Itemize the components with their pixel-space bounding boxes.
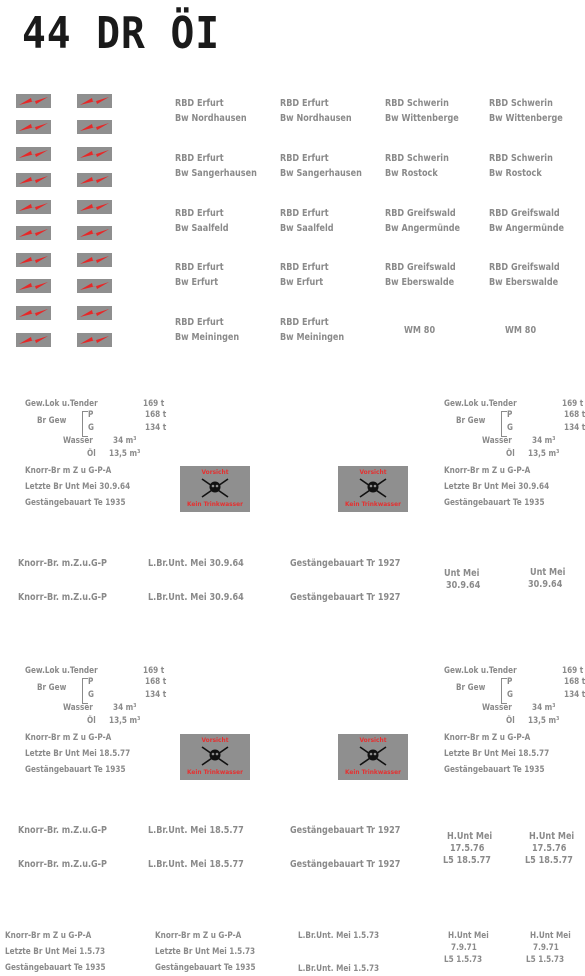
- wasser-label: Wasser: [63, 703, 93, 713]
- depot-label: [489, 260, 568, 290]
- knorr-p-label: Knorr-Br. m.Z.u.G-P: [18, 592, 107, 603]
- lightning-icon: [16, 333, 51, 347]
- warning-top: Vorsicht: [359, 736, 387, 744]
- oel-label: Öl: [87, 716, 96, 726]
- h-unt-date: 7.9.71: [533, 943, 559, 953]
- bw-label: Bw Nordhausen: [280, 113, 352, 124]
- gestaenge-label: Gestängebauart Te 1935: [25, 765, 126, 775]
- lightning-icon: [77, 173, 112, 187]
- depot-label: [385, 206, 468, 236]
- depot-label: [489, 96, 571, 126]
- bw-label: Bw Sangerhausen: [175, 168, 257, 179]
- l5-label: L5 18.5.77: [443, 855, 491, 866]
- lightning-badge: [16, 333, 51, 347]
- lbr-label: L.Br.Unt. Mei 1.5.73: [298, 931, 380, 941]
- lightning-icon: [16, 306, 51, 320]
- skull-icon: [338, 744, 408, 768]
- gestaenge-label: Gestängebauart Tr 1927: [290, 592, 401, 603]
- warning-top: Vorsicht: [201, 736, 229, 744]
- letzte-label: Letzte Br Unt Mei 30.9.64: [25, 482, 131, 492]
- bottom-block: [155, 930, 267, 975]
- warning-bottom: Kein Trinkwasser: [187, 768, 243, 776]
- skull-icon: [180, 744, 250, 768]
- h-unt-date: 17.5.76: [532, 843, 567, 854]
- depot-label: [385, 151, 456, 181]
- l5-label: L5 18.5.77: [525, 855, 573, 866]
- warning-sign: [180, 466, 250, 512]
- rbd-label: RBD Erfurt: [280, 262, 329, 273]
- gestaenge-label: Gestängebauart Te 1935: [5, 963, 106, 973]
- lightning-badge: [77, 333, 112, 347]
- g-label: G: [507, 423, 513, 433]
- oel-label: Öl: [506, 449, 515, 459]
- bw-label: Bw Angermünde: [385, 223, 461, 234]
- depot-label: [385, 260, 464, 290]
- gestaenge-label: Gestängebauart Tr 1927: [290, 558, 401, 569]
- depot-label: [175, 96, 255, 126]
- bw-label: Bw Eberswalde: [489, 277, 559, 288]
- l5-label: L5 1.5.73: [526, 955, 565, 965]
- letzte-label: Letzte Br Unt Mei 1.5.73: [5, 947, 106, 957]
- depot-label: [175, 260, 229, 290]
- warning-top: Vorsicht: [201, 468, 229, 476]
- gestaenge-label: Gestängebauart Te 1935: [444, 498, 545, 508]
- lightning-icon: [16, 173, 51, 187]
- lbr-label: L.Br.Unt. Mei 18.5.77: [148, 859, 244, 870]
- warning-sign: [338, 466, 408, 512]
- depot-label: [280, 96, 360, 126]
- g-value: 134 t: [564, 690, 585, 700]
- br-gew-label: Br Gew: [456, 416, 486, 426]
- g-label: G: [88, 690, 94, 700]
- bw-label: Bw Sangerhausen: [280, 168, 362, 179]
- gew-value: 169 t: [562, 666, 584, 676]
- unt-mei-date: 30.9.64: [446, 580, 481, 591]
- lightning-badge: [16, 226, 51, 240]
- lightning-icon: [77, 253, 112, 267]
- lightning-badge: [16, 173, 51, 187]
- rbd-label: RBD Schwerin: [385, 98, 449, 109]
- bw-label: Bw Wittenberge: [385, 113, 459, 124]
- knorr-a-label: Knorr-Br m Z u G-P-A: [25, 466, 112, 476]
- bw-label: Bw Wittenberge: [489, 113, 563, 124]
- skull-icon: [180, 476, 250, 500]
- p-label: P: [507, 677, 513, 687]
- oel-value: 13,5 m³: [528, 449, 560, 459]
- lightning-icon: [16, 200, 51, 214]
- p-value: 168 t: [145, 677, 167, 687]
- p-label: P: [88, 677, 94, 687]
- knorr-a-label: Knorr-Br m Z u G-P-A: [444, 466, 531, 476]
- oel-label: Öl: [506, 716, 515, 726]
- lightning-badge: [77, 306, 112, 320]
- bw-label: Bw Angermünde: [489, 223, 565, 234]
- wasser-label: Wasser: [63, 436, 93, 446]
- lightning-icon: [77, 226, 112, 240]
- lightning-icon: [77, 200, 112, 214]
- warning-sign: [338, 734, 408, 780]
- knorr-a-label: Knorr-Br m Z u G-P-A: [5, 931, 92, 941]
- lightning-icon: [77, 306, 112, 320]
- lightning-icon: [16, 147, 51, 161]
- knorr-a-label: Knorr-Br m Z u G-P-A: [444, 733, 531, 743]
- lightning-badge: [77, 147, 112, 161]
- lightning-badge: [16, 120, 51, 134]
- wasser-value: 34 m³: [532, 703, 556, 713]
- bw-label: Bw Saalfeld: [175, 223, 229, 234]
- gestaenge-label: Gestängebauart Te 1935: [155, 963, 256, 973]
- lightning-badge: [16, 147, 51, 161]
- oel-value: 13,5 m³: [528, 716, 560, 726]
- knorr-p-label: Knorr-Br. m.Z.u.G-P: [18, 825, 107, 836]
- rbd-label: RBD Greifswald: [385, 262, 456, 273]
- gew-value: 169 t: [143, 666, 165, 676]
- wasser-value: 34 m³: [113, 703, 137, 713]
- lightning-badge: [16, 306, 51, 320]
- lightning-badge: [16, 200, 51, 214]
- rbd-label: RBD Greifswald: [489, 262, 560, 273]
- letzte-label: Letzte Br Unt Mei 18.5.77: [444, 749, 550, 759]
- sheet-title: 44 DR ÖI: [22, 8, 220, 59]
- lbr-label: L.Br.Unt. Mei 30.9.64: [148, 558, 244, 569]
- rbd-label: RBD Erfurt: [280, 98, 329, 109]
- warning-bottom: Kein Trinkwasser: [345, 768, 401, 776]
- bw-label: Bw Nordhausen: [175, 113, 247, 124]
- lightning-icon: [16, 279, 51, 293]
- g-value: 134 t: [145, 423, 167, 433]
- br-gew-label: Br Gew: [456, 683, 486, 693]
- depot-label: [175, 315, 246, 345]
- wasser-label: Wasser: [482, 436, 512, 446]
- bw-label: Bw Erfurt: [280, 277, 324, 288]
- lightning-icon: [77, 147, 112, 161]
- wm-label: WM 80: [404, 325, 436, 336]
- lbr-label: L.Br.Unt. Mei 18.5.77: [148, 825, 244, 836]
- wm-label: WM 80: [505, 325, 537, 336]
- gew-value: 169 t: [562, 399, 584, 409]
- g-label: G: [88, 423, 94, 433]
- lbr-label: L.Br.Unt. Mei 30.9.64: [148, 592, 244, 603]
- g-value: 134 t: [145, 690, 167, 700]
- rbd-label: RBD Schwerin: [489, 98, 553, 109]
- gestaenge-label: Gestängebauart Te 1935: [25, 498, 126, 508]
- depot-label: [489, 206, 572, 236]
- oel-value: 13,5 m³: [109, 716, 141, 726]
- bw-label: Bw Meiningen: [175, 332, 240, 343]
- unt-mei-label: Unt Mei: [530, 567, 566, 578]
- gew-value: 169 t: [143, 399, 165, 409]
- rbd-label: RBD Schwerin: [489, 153, 553, 164]
- lightning-badge: [77, 253, 112, 267]
- lightning-badge: [77, 200, 112, 214]
- bottom-block: [5, 930, 117, 975]
- depot-label: [280, 206, 340, 236]
- lightning-badge: [16, 94, 51, 108]
- oel-value: 13,5 m³: [109, 449, 141, 459]
- lightning-icon: [77, 94, 112, 108]
- rbd-label: RBD Erfurt: [280, 317, 329, 328]
- depot-label: [385, 96, 467, 126]
- bw-label: Bw Eberswalde: [385, 277, 455, 288]
- knorr-a-label: Knorr-Br m Z u G-P-A: [155, 931, 242, 941]
- gew-label: Gew.Lok u.Tender: [444, 399, 517, 409]
- letzte-label: Letzte Br Unt Mei 30.9.64: [444, 482, 550, 492]
- depot-label: [280, 260, 334, 290]
- wasser-value: 34 m³: [532, 436, 556, 446]
- warning-bottom: Kein Trinkwasser: [187, 500, 243, 508]
- warning-bottom: Kein Trinkwasser: [345, 500, 401, 508]
- bw-label: Bw Rostock: [385, 168, 438, 179]
- lightning-icon: [77, 120, 112, 134]
- rbd-label: RBD Schwerin: [385, 153, 449, 164]
- rbd-label: RBD Erfurt: [175, 262, 224, 273]
- gestaenge-label: Gestängebauart Tr 1927: [290, 859, 401, 870]
- knorr-p-label: Knorr-Br. m.Z.u.G-P: [18, 558, 107, 569]
- lightning-badge: [16, 279, 51, 293]
- p-value: 168 t: [564, 677, 585, 687]
- h-unt-label: H.Unt Mei: [530, 931, 571, 941]
- bw-label: Bw Saalfeld: [280, 223, 334, 234]
- depot-label: [175, 151, 266, 181]
- lightning-icon: [16, 94, 51, 108]
- depot-label: [175, 206, 235, 236]
- lightning-icon: [77, 279, 112, 293]
- warning-top: Vorsicht: [359, 468, 387, 476]
- knorr-a-label: Knorr-Br m Z u G-P-A: [25, 733, 112, 743]
- rbd-label: RBD Greifswald: [489, 208, 560, 219]
- g-value: 134 t: [564, 423, 585, 433]
- depot-label: [280, 151, 371, 181]
- lightning-badge: [16, 253, 51, 267]
- lightning-badge: [77, 226, 112, 240]
- rbd-label: RBD Erfurt: [175, 98, 224, 109]
- knorr-p-label: Knorr-Br. m.Z.u.G-P: [18, 859, 107, 870]
- lightning-badge: [77, 120, 112, 134]
- bw-label: Bw Erfurt: [175, 277, 219, 288]
- bw-label: Bw Meiningen: [280, 332, 345, 343]
- lightning-badge: [77, 173, 112, 187]
- rbd-label: RBD Erfurt: [175, 153, 224, 164]
- gestaenge-label: Gestängebauart Te 1935: [444, 765, 545, 775]
- rbd-label: RBD Erfurt: [280, 208, 329, 219]
- gew-label: Gew.Lok u.Tender: [25, 666, 98, 676]
- rbd-label: RBD Erfurt: [175, 317, 224, 328]
- warning-sign: [180, 734, 250, 780]
- lightning-badge: [77, 279, 112, 293]
- lightning-icon: [16, 253, 51, 267]
- h-unt-label: H.Unt Mei: [448, 931, 489, 941]
- lightning-icon: [16, 120, 51, 134]
- h-unt-date: 17.5.76: [450, 843, 485, 854]
- h-unt-date: 7.9.71: [451, 943, 477, 953]
- rbd-label: RBD Erfurt: [175, 208, 224, 219]
- br-gew-label: Br Gew: [37, 683, 67, 693]
- g-label: G: [507, 690, 513, 700]
- unt-mei-label: Unt Mei: [444, 568, 480, 579]
- depot-label: [280, 315, 351, 345]
- bw-label: Bw Rostock: [489, 168, 542, 179]
- rbd-label: RBD Erfurt: [280, 153, 329, 164]
- letzte-label: Letzte Br Unt Mei 1.5.73: [155, 947, 256, 957]
- p-label: P: [507, 410, 513, 420]
- h-unt-label: H.Unt Mei: [447, 831, 493, 842]
- lightning-badge: [77, 94, 112, 108]
- wasser-value: 34 m³: [113, 436, 137, 446]
- skull-icon: [338, 476, 408, 500]
- unt-mei-date: 30.9.64: [528, 579, 563, 590]
- p-value: 168 t: [145, 410, 167, 420]
- lightning-icon: [16, 226, 51, 240]
- gestaenge-label: Gestängebauart Tr 1927: [290, 825, 401, 836]
- letzte-label: Letzte Br Unt Mei 18.5.77: [25, 749, 131, 759]
- wasser-label: Wasser: [482, 703, 512, 713]
- p-label: P: [88, 410, 94, 420]
- depot-label: [489, 151, 560, 181]
- gew-label: Gew.Lok u.Tender: [444, 666, 517, 676]
- lbr-label: L.Br.Unt. Mei 1.5.73: [298, 964, 380, 974]
- gew-label: Gew.Lok u.Tender: [25, 399, 98, 409]
- br-gew-label: Br Gew: [37, 416, 67, 426]
- lightning-icon: [77, 333, 112, 347]
- p-value: 168 t: [564, 410, 585, 420]
- oel-label: Öl: [87, 449, 96, 459]
- l5-label: L5 1.5.73: [444, 955, 483, 965]
- h-unt-label: H.Unt Mei: [529, 831, 575, 842]
- rbd-label: RBD Greifswald: [385, 208, 456, 219]
